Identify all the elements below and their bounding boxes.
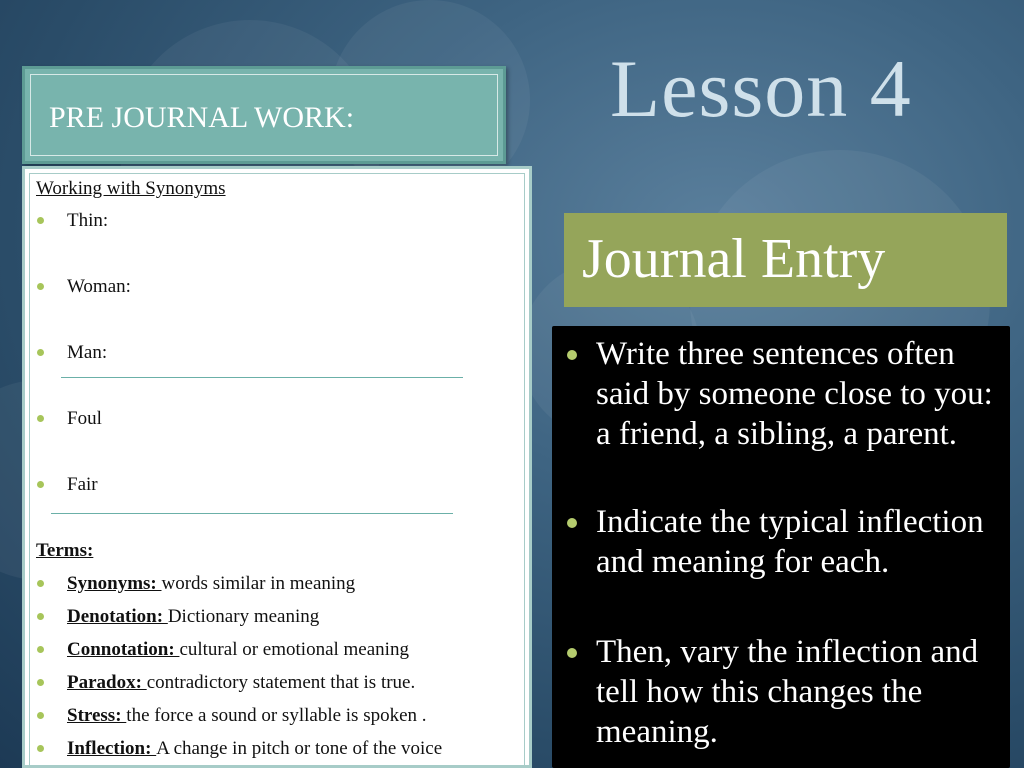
bullet-icon xyxy=(37,646,44,653)
journal-bullet: Then, vary the inflection and tell how this changes the meaning. xyxy=(596,634,979,750)
term-name: Connotation: xyxy=(67,639,180,660)
term-name: Denotation: xyxy=(67,606,168,627)
term-item xyxy=(67,672,415,694)
bullet-icon xyxy=(37,745,44,752)
term-definition: A change in pitch or tone of the voice xyxy=(156,738,443,759)
term-definition: contradictory statement that is true. xyxy=(146,672,416,693)
divider-line xyxy=(51,513,453,514)
journal-bullet: Write three sentences often said by someone close to you: a friend, a sibling, a parent. xyxy=(596,336,993,452)
bullet-icon xyxy=(37,712,44,719)
journal-instructions-box xyxy=(552,326,1010,768)
term-definition: cultural or emotional meaning xyxy=(179,639,409,660)
term-name: Inflection: xyxy=(67,738,157,759)
synonym-item: Fair xyxy=(67,474,98,495)
bullet-icon xyxy=(37,613,44,620)
divider-line xyxy=(61,377,463,378)
term-definition: words similar in meaning xyxy=(161,573,356,594)
term-name: Synonyms: xyxy=(67,573,162,594)
synonym-item: Thin: xyxy=(67,210,109,231)
term-definition: Dictionary meaning xyxy=(167,606,320,627)
term-item xyxy=(67,738,442,760)
term-definition: the force a sound or syllable is spoken . xyxy=(126,705,427,726)
bullet-icon xyxy=(567,648,577,658)
term-name: Paradox: xyxy=(67,672,147,693)
bullet-icon xyxy=(37,580,44,587)
term-item xyxy=(67,639,409,661)
bullet-icon xyxy=(37,415,44,422)
bullet-icon xyxy=(37,217,44,224)
bullet-icon xyxy=(37,481,44,488)
header-title: PRE JOURNAL WORK: xyxy=(49,101,355,134)
synonym-item: Woman: xyxy=(67,276,131,297)
term-item xyxy=(67,705,427,727)
journal-entry-title: Journal Entry xyxy=(582,228,886,290)
term-name: Stress: xyxy=(67,705,127,726)
synonym-item: Foul xyxy=(67,408,102,429)
bullet-icon xyxy=(37,679,44,686)
bullet-icon xyxy=(37,349,44,356)
journal-entry-banner xyxy=(564,213,1007,307)
synonyms-panel xyxy=(22,166,532,768)
synonym-item: Man: xyxy=(67,342,108,363)
term-item xyxy=(67,606,319,628)
lesson-title: Lesson 4 xyxy=(610,43,912,134)
journal-bullet: Indicate the typical inflection and meaning for each. xyxy=(596,504,984,580)
terms-heading: Terms: xyxy=(36,540,94,561)
bullet-icon xyxy=(37,283,44,290)
bullet-icon xyxy=(567,350,577,360)
pre-journal-header xyxy=(22,66,506,164)
bullet-icon xyxy=(567,518,577,528)
term-item xyxy=(67,573,355,595)
synonyms-heading: Working with Synonyms xyxy=(36,178,226,199)
